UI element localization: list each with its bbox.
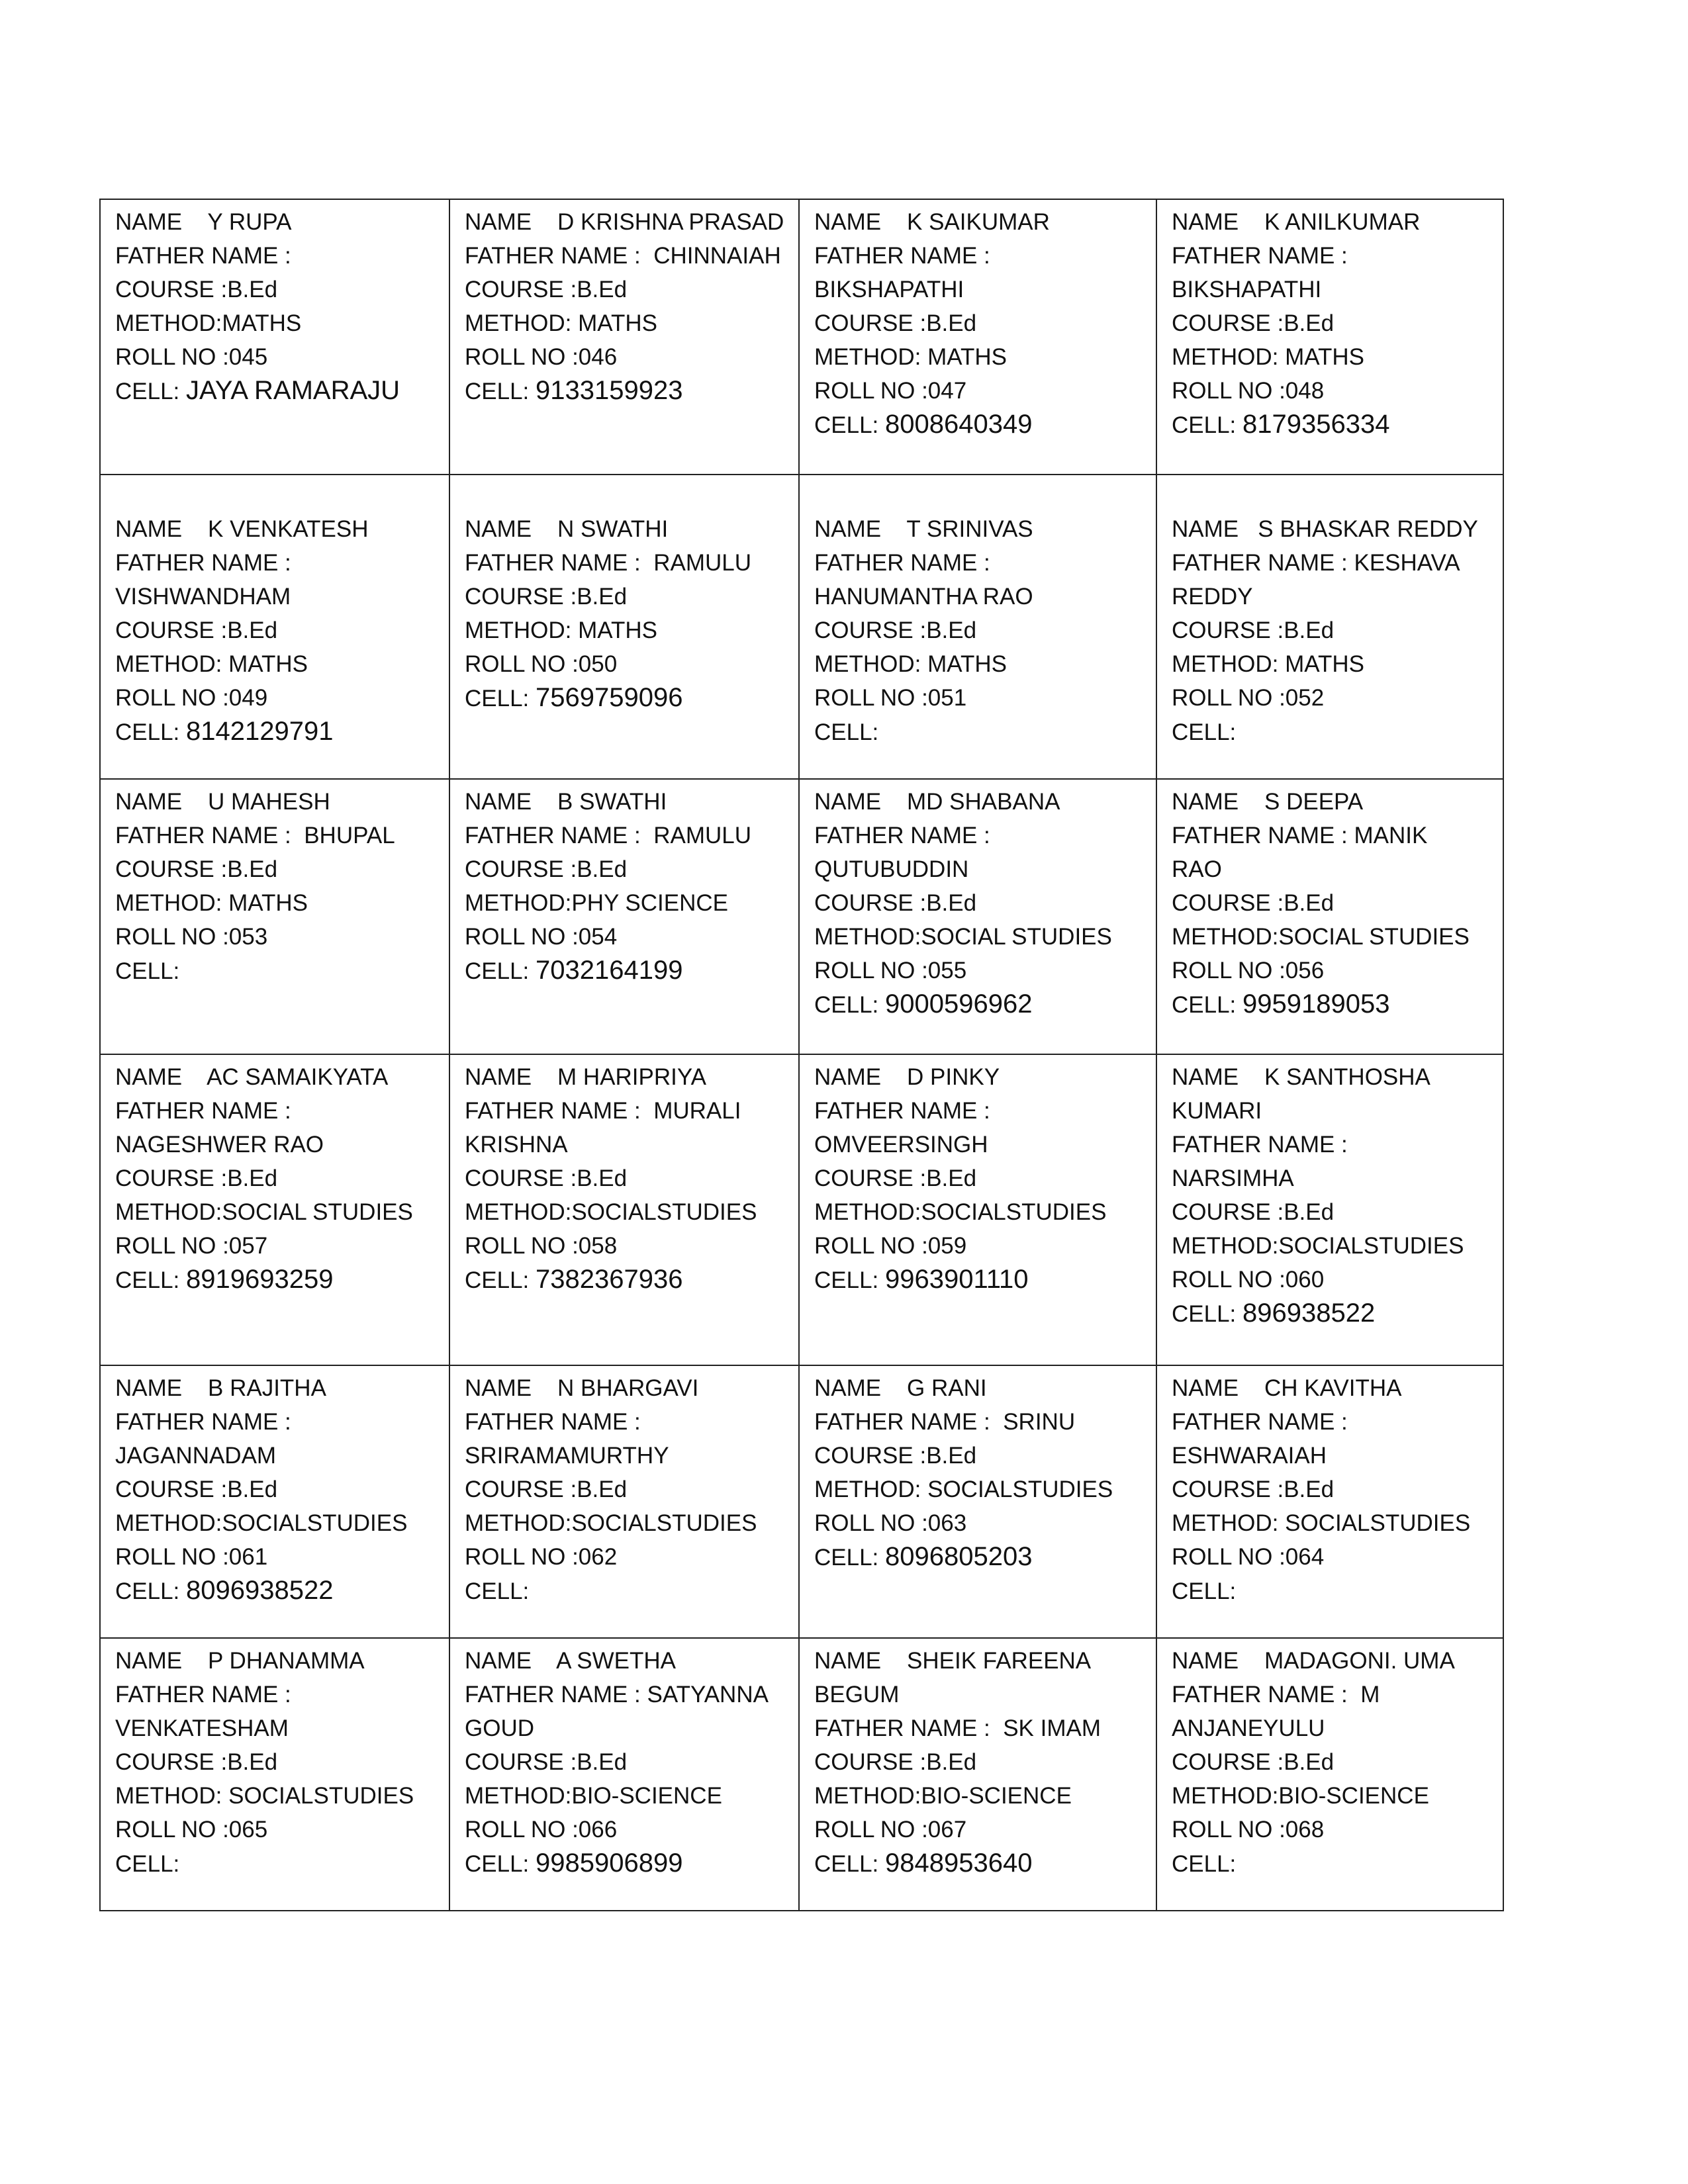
cell-label: CELL: — [465, 1851, 536, 1877]
student-detail-line: ROLL NO :051 — [814, 685, 967, 711]
student-card — [1156, 779, 1503, 1054]
cell-phone-line — [465, 954, 792, 988]
student-card — [799, 199, 1156, 475]
student-detail-line: ROLL NO :049 — [115, 685, 268, 711]
student-detail-line: COURSE :B.Ed — [1172, 1477, 1335, 1502]
student-detail-line: COURSE :B.Ed — [465, 856, 628, 882]
student-detail-line: FATHER NAME : — [115, 1409, 291, 1435]
table-row — [100, 1054, 1503, 1365]
student-detail-line: NAME N SWATHI — [465, 516, 669, 542]
student-detail-line: ROLL NO :062 — [465, 1544, 618, 1570]
student-detail-line: REDDY — [1172, 584, 1253, 610]
cell-phone-line — [814, 1540, 1149, 1574]
student-detail-line: COURSE :B.Ed — [465, 1749, 628, 1775]
student-detail-line: NAME D PINKY — [814, 1064, 1000, 1090]
cell-phone-number: 9133159923 — [536, 376, 683, 405]
cell-label: CELL: — [115, 379, 186, 404]
student-card — [100, 1365, 449, 1638]
student-detail-line: COURSE :B.Ed — [115, 856, 278, 882]
student-detail-line: FATHER NAME : MANIK — [1172, 823, 1428, 848]
student-detail-line: METHOD: MATHS — [115, 890, 308, 916]
student-detail-line: JAGANNADAM — [115, 1443, 277, 1469]
student-detail-line: METHOD: MATHS — [814, 344, 1008, 370]
cell-label: CELL: — [115, 1267, 186, 1293]
cell-label: CELL: — [115, 958, 180, 984]
student-detail-line: FATHER NAME : SATYANNA — [465, 1682, 769, 1707]
student-detail-line: FATHER NAME : — [814, 1098, 990, 1124]
student-detail-line: FATHER NAME : SK IMAM — [814, 1715, 1102, 1741]
student-detail-line: ROLL NO :055 — [814, 958, 967, 983]
table-row — [100, 199, 1503, 475]
table-row — [100, 779, 1503, 1054]
student-detail-line: METHOD:SOCIALSTUDIES — [115, 1510, 408, 1536]
student-detail-line: METHOD: SOCIALSTUDIES — [115, 1783, 414, 1809]
student-detail-line: NAME SHEIK FAREENA — [814, 1648, 1092, 1674]
cell-phone-line — [465, 1263, 792, 1297]
student-card — [100, 1054, 449, 1365]
student-card — [100, 199, 449, 475]
student-detail-line: FATHER NAME : RAMULU — [465, 550, 752, 576]
student-detail-line: METHOD:SOCIALSTUDIES — [1172, 1233, 1464, 1259]
cell-phone-line — [1172, 715, 1496, 749]
cell-phone-line — [1172, 1574, 1496, 1608]
student-detail-line: NAME S DEEPA — [1172, 789, 1364, 815]
cell-phone-number: 8008640349 — [885, 410, 1033, 439]
student-card — [100, 1638, 449, 1911]
student-detail-line: BEGUM — [814, 1682, 900, 1707]
student-detail-line: ROLL NO :057 — [115, 1233, 268, 1259]
student-detail-line: KUMARI — [1172, 1098, 1262, 1124]
student-detail-line: FATHER NAME : — [115, 550, 291, 576]
cell-label: CELL: — [465, 686, 536, 711]
cell-phone-number: 8096938522 — [186, 1576, 334, 1605]
cell-phone-line — [465, 681, 792, 715]
cell-phone-number: 8179356334 — [1243, 410, 1390, 439]
student-detail-line: NAME Y RUPA — [115, 209, 292, 235]
student-sheet — [99, 199, 1503, 1911]
student-detail-line: ROLL NO :050 — [465, 651, 618, 677]
student-detail-line: COURSE :B.Ed — [115, 1749, 278, 1775]
student-detail-line: METHOD:SOCIALSTUDIES — [814, 1199, 1107, 1225]
student-detail-line: METHOD:MATHS — [115, 310, 302, 336]
cell-phone-line — [115, 1263, 442, 1297]
student-detail-line: NAME B SWATHI — [465, 789, 667, 815]
student-detail-line: COURSE :B.Ed — [814, 617, 977, 643]
cell-label: CELL: — [814, 1851, 885, 1877]
student-detail-line: METHOD:SOCIAL STUDIES — [115, 1199, 413, 1225]
cell-phone-line — [465, 1846, 792, 1881]
student-detail-line: ROLL NO :054 — [465, 924, 618, 950]
student-detail-line: METHOD:SOCIAL STUDIES — [814, 924, 1112, 950]
cell-phone-number: 9000596962 — [885, 989, 1033, 1019]
cell-phone-number: 8096805203 — [885, 1542, 1033, 1571]
cell-label: CELL: — [1172, 1851, 1237, 1877]
cell-phone-number: 9848953640 — [885, 1848, 1033, 1878]
cell-label: CELL: — [814, 1267, 885, 1293]
student-detail-line: FATHER NAME : KESHAVA — [1172, 550, 1460, 576]
cell-phone-number: 9963901110 — [885, 1265, 1029, 1294]
student-card — [449, 1054, 799, 1365]
student-detail-line: FATHER NAME : SRINU — [814, 1409, 1076, 1435]
table-row — [100, 1638, 1503, 1911]
student-table — [99, 199, 1504, 1911]
student-detail-line: NAME MD SHABANA — [814, 789, 1060, 815]
student-detail-line: COURSE :B.Ed — [1172, 1749, 1335, 1775]
cell-label: CELL: — [1172, 719, 1237, 745]
student-card — [1156, 199, 1503, 475]
student-detail-line: NAME U MAHESH — [115, 789, 330, 815]
cell-phone-line — [115, 1846, 442, 1881]
student-detail-line: COURSE :B.Ed — [1172, 1199, 1335, 1225]
student-card — [799, 475, 1156, 779]
cell-label: CELL: — [465, 379, 536, 404]
cell-phone-number: 8919693259 — [186, 1265, 334, 1294]
student-detail-line: NAME A SWETHA — [465, 1648, 676, 1674]
student-detail-line: RAO — [1172, 856, 1222, 882]
student-detail-line: FATHER NAME : M — [1172, 1682, 1380, 1707]
cell-label: CELL: — [814, 1545, 885, 1570]
student-card — [1156, 1638, 1503, 1911]
cell-phone-line — [814, 408, 1149, 442]
cell-label: CELL: — [814, 412, 885, 438]
student-detail-line: FATHER NAME : BHUPAL — [115, 823, 395, 848]
student-card — [449, 1638, 799, 1911]
cell-phone-number: 7032164199 — [536, 956, 683, 985]
student-detail-line: METHOD:BIO-SCIENCE — [814, 1783, 1072, 1809]
student-detail-line: GOUD — [465, 1715, 534, 1741]
student-detail-line: KRISHNA — [465, 1132, 568, 1158]
student-detail-line: METHOD: MATHS — [465, 617, 658, 643]
cell-phone-line — [465, 374, 792, 408]
cell-label: CELL: — [115, 1851, 180, 1877]
student-detail-line: ROLL NO :066 — [465, 1817, 618, 1843]
cell-phone-line — [465, 1574, 792, 1608]
student-detail-line: METHOD: MATHS — [814, 651, 1008, 677]
student-detail-line: NAGESHWER RAO — [115, 1132, 324, 1158]
student-detail-line: COURSE :B.Ed — [814, 1165, 977, 1191]
student-detail-line: METHOD: MATHS — [1172, 344, 1365, 370]
student-detail-line: HANUMANTHA RAO — [814, 584, 1033, 610]
student-detail-line: SRIRAMAMURTHY — [465, 1443, 669, 1469]
student-card — [449, 1365, 799, 1638]
student-detail-line: METHOD: SOCIALSTUDIES — [1172, 1510, 1471, 1536]
student-detail-line: ROLL NO :053 — [115, 924, 268, 950]
cell-phone-number: 9959189053 — [1243, 989, 1390, 1019]
student-detail-line: ROLL NO :046 — [465, 344, 618, 370]
student-detail-line: METHOD:BIO-SCIENCE — [1172, 1783, 1429, 1809]
student-detail-line: ESHWARAIAH — [1172, 1443, 1327, 1469]
cell-phone-number: 896938522 — [1243, 1298, 1376, 1328]
student-detail-line: NAME K SAIKUMAR — [814, 209, 1050, 235]
cell-label: CELL: — [1172, 1301, 1243, 1327]
student-card — [799, 1365, 1156, 1638]
student-detail-line: METHOD: SOCIALSTUDIES — [814, 1477, 1113, 1502]
student-detail-line: FATHER NAME : — [814, 243, 990, 269]
cell-phone-line — [814, 715, 1149, 749]
cell-phone-number: 7382367936 — [536, 1265, 683, 1294]
student-detail-line: COURSE :B.Ed — [814, 1443, 977, 1469]
student-detail-line: FATHER NAME : CHINNAIAH — [465, 243, 781, 269]
student-detail-line: COURSE :B.Ed — [465, 584, 628, 610]
student-detail-line: NAME K SANTHOSHA — [1172, 1064, 1430, 1090]
cell-label: CELL: — [1172, 1578, 1237, 1604]
student-detail-line: ROLL NO :059 — [814, 1233, 967, 1259]
cell-label: CELL: — [1172, 992, 1243, 1018]
student-detail-line: FATHER NAME : — [814, 550, 990, 576]
student-detail-line: ROLL NO :064 — [1172, 1544, 1325, 1570]
student-detail-line: VENKATESHAM — [115, 1715, 289, 1741]
cell-label: CELL: — [115, 719, 186, 745]
student-detail-line: OMVEERSINGH — [814, 1132, 988, 1158]
student-detail-line: COURSE :B.Ed — [1172, 890, 1335, 916]
student-detail-line: NAME G RANI — [814, 1375, 987, 1401]
cell-label: CELL: — [814, 992, 885, 1018]
student-card — [449, 199, 799, 475]
student-detail-line: COURSE :B.Ed — [115, 617, 278, 643]
student-detail-line: ROLL NO :067 — [814, 1817, 967, 1843]
student-detail-line: ROLL NO :068 — [1172, 1817, 1325, 1843]
table-row — [100, 475, 1503, 779]
student-detail-line: COURSE :B.Ed — [814, 1749, 977, 1775]
student-detail-line: NAME MADAGONI. UMA — [1172, 1648, 1455, 1674]
student-detail-line: ROLL NO :045 — [115, 344, 268, 370]
cell-phone-line — [1172, 987, 1496, 1022]
student-detail-line: ROLL NO :048 — [1172, 378, 1325, 404]
student-detail-line: METHOD:SOCIALSTUDIES — [465, 1199, 757, 1225]
student-card — [799, 779, 1156, 1054]
student-detail-line: VISHWANDHAM — [115, 584, 291, 610]
student-card — [100, 779, 449, 1054]
student-detail-line: COURSE :B.Ed — [1172, 617, 1335, 643]
student-detail-line: NAME B RAJITHA — [115, 1375, 326, 1401]
student-detail-line: FATHER NAME : — [814, 823, 990, 848]
cell-phone-line — [115, 374, 442, 408]
student-detail-line: ROLL NO :056 — [1172, 958, 1325, 983]
student-detail-line: COURSE :B.Ed — [115, 277, 278, 302]
student-detail-line: COURSE :B.Ed — [1172, 310, 1335, 336]
cell-phone-number: 8142129791 — [186, 717, 334, 746]
student-detail-line: COURSE :B.Ed — [465, 277, 628, 302]
student-detail-line: NAME M HARIPRIYA — [465, 1064, 706, 1090]
cell-phone-line — [1172, 1297, 1496, 1331]
student-detail-line: FATHER NAME : — [1172, 1132, 1348, 1158]
student-detail-line: NAME AC SAMAIKYATA — [115, 1064, 389, 1090]
cell-phone-line — [814, 1263, 1149, 1297]
student-detail-line: QUTUBUDDIN — [814, 856, 969, 882]
student-detail-line: NAME D KRISHNA PRASAD — [465, 209, 784, 235]
student-card — [799, 1638, 1156, 1911]
cell-phone-number: JAYA RAMARAJU — [186, 376, 400, 405]
student-detail-line: METHOD: MATHS — [115, 651, 308, 677]
student-detail-line: COURSE :B.Ed — [115, 1165, 278, 1191]
cell-label: CELL: — [465, 1578, 530, 1604]
student-detail-line: NAME K VENKATESH — [115, 516, 369, 542]
student-detail-line: FATHER NAME : — [115, 1098, 291, 1124]
cell-phone-line — [115, 715, 442, 749]
student-card — [100, 475, 449, 779]
student-detail-line: FATHER NAME : — [1172, 1409, 1348, 1435]
cell-phone-line — [1172, 1846, 1496, 1881]
student-detail-line: ROLL NO :063 — [814, 1510, 967, 1536]
student-detail-line: COURSE :B.Ed — [465, 1477, 628, 1502]
student-card — [449, 779, 799, 1054]
student-detail-line: ROLL NO :061 — [115, 1544, 268, 1570]
student-table-body — [100, 199, 1503, 1911]
student-detail-line: NAME K ANILKUMAR — [1172, 209, 1421, 235]
student-detail-line: METHOD:BIO-SCIENCE — [465, 1783, 722, 1809]
student-detail-line: NAME S BHASKAR REDDY — [1172, 516, 1478, 542]
student-detail-line: ROLL NO :052 — [1172, 685, 1325, 711]
student-detail-line: ROLL NO :058 — [465, 1233, 618, 1259]
student-detail-line: METHOD:SOCIALSTUDIES — [465, 1510, 757, 1536]
cell-label: CELL: — [115, 1578, 186, 1604]
student-detail-line: FATHER NAME : — [465, 1409, 641, 1435]
cell-label: CELL: — [814, 719, 879, 745]
student-card — [449, 475, 799, 779]
student-detail-line: NARSIMHA — [1172, 1165, 1294, 1191]
cell-label: CELL: — [465, 958, 536, 984]
student-detail-line: BIKSHAPATHI — [1172, 277, 1322, 302]
student-detail-line: COURSE :B.Ed — [814, 310, 977, 336]
student-detail-line: FATHER NAME : RAMULU — [465, 823, 752, 848]
student-detail-line: METHOD:SOCIAL STUDIES — [1172, 924, 1470, 950]
cell-phone-number: 9985906899 — [536, 1848, 683, 1878]
student-detail-line: NAME CH KAVITHA — [1172, 1375, 1402, 1401]
student-detail-line: NAME N BHARGAVI — [465, 1375, 699, 1401]
student-card — [1156, 1365, 1503, 1638]
student-detail-line: FATHER NAME : — [115, 243, 291, 269]
student-detail-line: METHOD: MATHS — [465, 310, 658, 336]
student-detail-line: METHOD:PHY SCIENCE — [465, 890, 729, 916]
cell-phone-line — [814, 987, 1149, 1022]
student-detail-line: COURSE :B.Ed — [465, 1165, 628, 1191]
student-detail-line: NAME P DHANAMMA — [115, 1648, 365, 1674]
cell-label: CELL: — [465, 1267, 536, 1293]
cell-phone-number: 7569759096 — [536, 683, 683, 712]
student-card — [1156, 475, 1503, 779]
table-row — [100, 1365, 1503, 1638]
student-card — [799, 1054, 1156, 1365]
student-detail-line: ROLL NO :060 — [1172, 1267, 1325, 1293]
student-detail-line: COURSE :B.Ed — [115, 1477, 278, 1502]
student-detail-line: FATHER NAME : — [1172, 243, 1348, 269]
student-detail-line: FATHER NAME : — [115, 1682, 291, 1707]
student-detail-line: NAME T SRINIVAS — [814, 516, 1033, 542]
student-card — [1156, 1054, 1503, 1365]
student-detail-line: ROLL NO :047 — [814, 378, 967, 404]
student-detail-line: ROLL NO :065 — [115, 1817, 268, 1843]
student-detail-line: METHOD: MATHS — [1172, 651, 1365, 677]
cell-phone-line — [115, 954, 442, 988]
cell-phone-line — [115, 1574, 442, 1608]
student-detail-line: FATHER NAME : MURALI — [465, 1098, 741, 1124]
student-detail-line: BIKSHAPATHI — [814, 277, 964, 302]
cell-phone-line — [1172, 408, 1496, 442]
cell-label: CELL: — [1172, 412, 1243, 438]
cell-phone-line — [814, 1846, 1149, 1881]
student-detail-line: ANJANEYULU — [1172, 1715, 1325, 1741]
student-detail-line: COURSE :B.Ed — [814, 890, 977, 916]
